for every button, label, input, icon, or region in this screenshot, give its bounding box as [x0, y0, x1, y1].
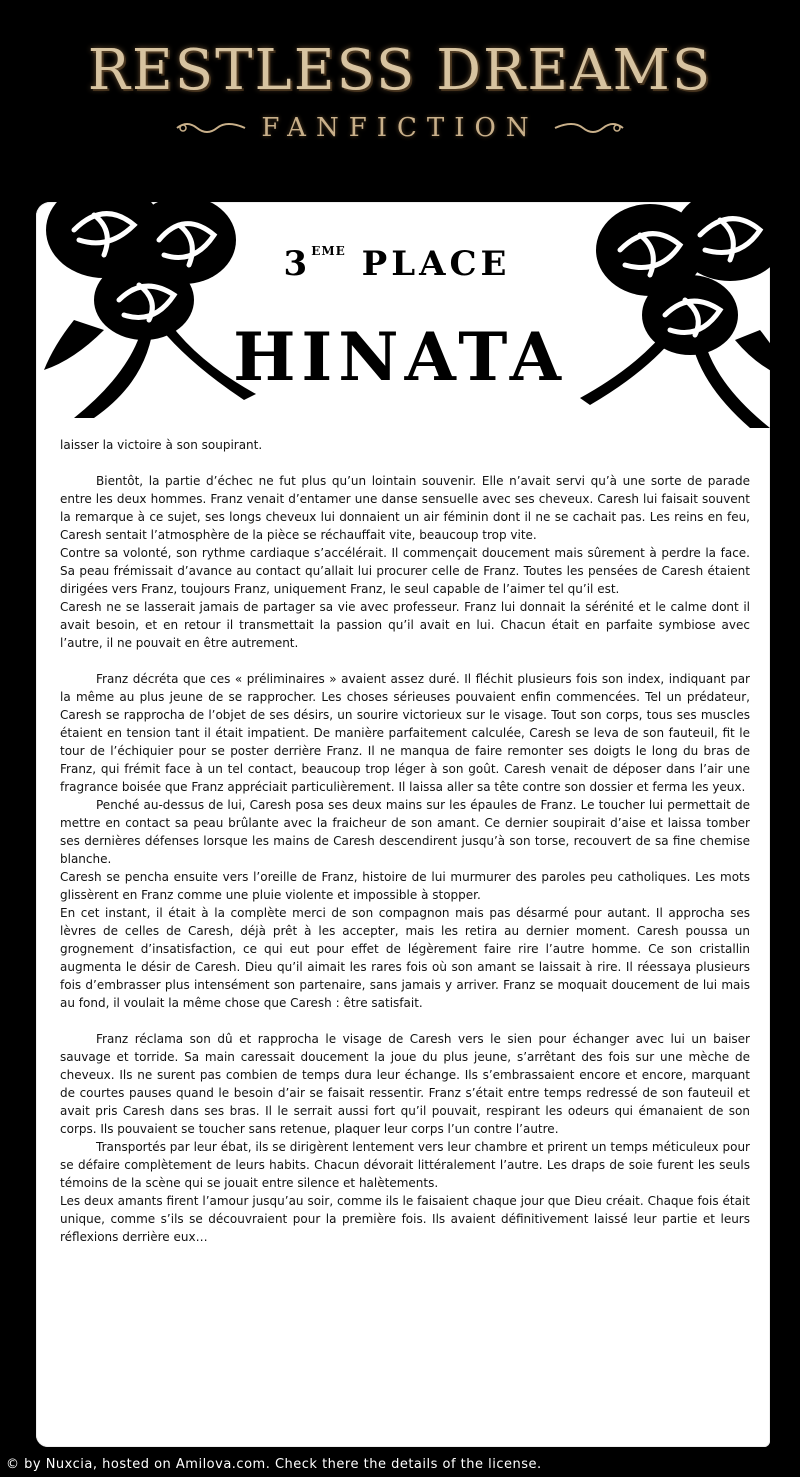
subtitle-row — [0, 112, 800, 144]
paragraph: Franz réclama son dû et rapprocha le visage de Caresh vers le sien pour échanger avec lui un baiser sauvage et torride. Sa main caressait doucement la joue du plus jeune, s’arrêtant des fois sur une mèche de cheveux. Ils ne surent pas combien de temps dura leur échange. Ils s’embrassaient encore et encore, marquant de courtes pauses quand le besoin d’air se faisait ressentir. Franz s’était entre temps redressé de son fauteuil et avait pris Caresh dans ses bras. Il le serrait aussi fort qu’il pouvait, respirant les odeurs qui émanaient de son corps. Ils pouvaient se toucher sans retenue, plaquer leur corps l’un contre l’autre. — [60, 1032, 750, 1136]
place-number: 3 — [283, 244, 312, 284]
paragraph: Transportés par leur ébat, ils se dirigèrent lentement vers leur chambre et prirent un temps méticuleux pour se défaire complètement de leurs habits. Chacun dévorait littéralement l’autre. Les draps de soie furent les seuls témoins de la scène qui se jouait entre silence et halètements. — [60, 1140, 750, 1190]
place-word: PLACE — [361, 244, 511, 284]
paragraph: laisser la victoire à son soupirant. — [60, 438, 263, 452]
site-title: RESTLESS DREAMS — [87, 38, 713, 103]
paragraph: Franz décréta que ces « préliminaires » avaient assez duré. Il fléchit plusieurs fois son index, indiquant par la même au plus jeune de se rapprocher. Les choses sérieuses pouvaient enfin commencées. Tel un prédateur, Caresh se rapprocha de l’objet de ses désirs, un sourire victorieux sur le visage. Tout son corps, tous ses muscles étaient en tension tant il était impatient. De manière parfaitement calculée, Caresh se leva de son fauteuil, fit le tour de l’échiquier pour se poster derrière Franz. Il ne manqua de faire remonter ses doigts le long du bras de Franz, qui frémit face à un tel contact, beaucoup trop léger à son goût. Caresh venait de déposer dans l’air une fragrance boisée que Franz appréciait particulièrement. Il laissa aller sa tête contre son dossier et ferma les yeux. — [60, 672, 750, 794]
paragraph: Penché au-dessus de lui, Caresh posa ses deux mains sur les épaules de Franz. Le toucher lui permettait de mettre en contact sa peau brûlante avec la fraicheur de son amant. Ce dernier soupirait d’aise et laissa tomber ses dernières défenses lorsque les mains de Caresh descendirent jusqu’à son torse, recouvert de sa fine chemise blanche. — [60, 798, 750, 866]
paragraph: Contre sa volonté, son rythme cardiaque s’accélérait. Il commençait doucement mais sûrement à perdre la face. Sa peau frémissait d’avance au contact qu’allait lui procurer celle de Franz. Toutes les pensées de Caresh étaient dirigées vers Franz, toujours Franz, uniquement Franz, le seul capable de l’aimer tel qu’il est. — [60, 546, 750, 596]
site-subtitle: FANFICTION — [261, 113, 539, 143]
story-text — [60, 436, 750, 1246]
place-label — [262, 244, 532, 284]
paragraph: Caresh ne se lasserait jamais de partager sa vie avec professeur. Franz lui donnait la sérénité et le calme dont il avait besoin, et en retour il transmettait la passion qu’il avait en lui. Chacun était en parfaite symbiose avec l’autre, il ne pouvait en être autrement. — [60, 600, 750, 650]
flourish-left-icon — [175, 118, 247, 138]
paragraph: Les deux amants firent l’amour jusqu’au soir, comme ils le faisaient chaque jour que Dieu créait. Chaque fois était unique, comme s’ils se découvraient pour la première fois. Ils avaient définitivement laissé leur partie et leurs réflexions derrière eux… — [60, 1194, 750, 1244]
paragraph: En cet instant, il était à la complète merci de son compagnon mais pas désarmé pour autant. Il approcha ses lèvres de celles de Caresh, déjà prêt à les accepter, mais les retira au dernier moment. Caresh poussa un grognement d’insatisfaction, ce qui eut pour effet de légèrement faire rire l’autre homme. Ce son cristallin augmenta le désir de Caresh. Dieu qu’il aimait les rares fois où son amant se laissait à rire. Il réessaya plusieurs fois d’embrasser plus intensément son partenaire, sans jamais y arriver. Franz se moquait doucement de lui mais au fond, il voulait la même chose que Caresh : être satisfait. — [60, 906, 750, 1010]
paragraph: Bientôt, la partie d’échec ne fut plus qu’un lointain souvenir. Elle n’avait servi qu’à une sorte de parade entre les deux hommes. Franz venait d’entamer une danse sensuelle avec ses cheveux. Caresh lui faisait souvent la remarque à ce sujet, ses longs cheveux lui donnaient un air féminin dont il ne se cachait pas. Les reins en feu, Caresh sentait l’atmosphère de la pièce se réchauffait vite, beaucoup trop vite. — [60, 474, 750, 542]
flourish-right-icon — [553, 118, 625, 138]
roses-right-icon — [570, 180, 798, 430]
license-credit: © by Nuxcia, hosted on Amilova.com. Check there the details of the license. — [6, 1457, 542, 1472]
author-name: HINATA — [233, 318, 567, 396]
place-suffix: EME — [311, 244, 346, 258]
paragraph: Caresh se pencha ensuite vers l’oreille de Franz, histoire de lui murmurer des paroles peu catholiques. Les mots glissèrent en Franz comme une pluie violente et impossible à stopper. — [60, 870, 750, 902]
